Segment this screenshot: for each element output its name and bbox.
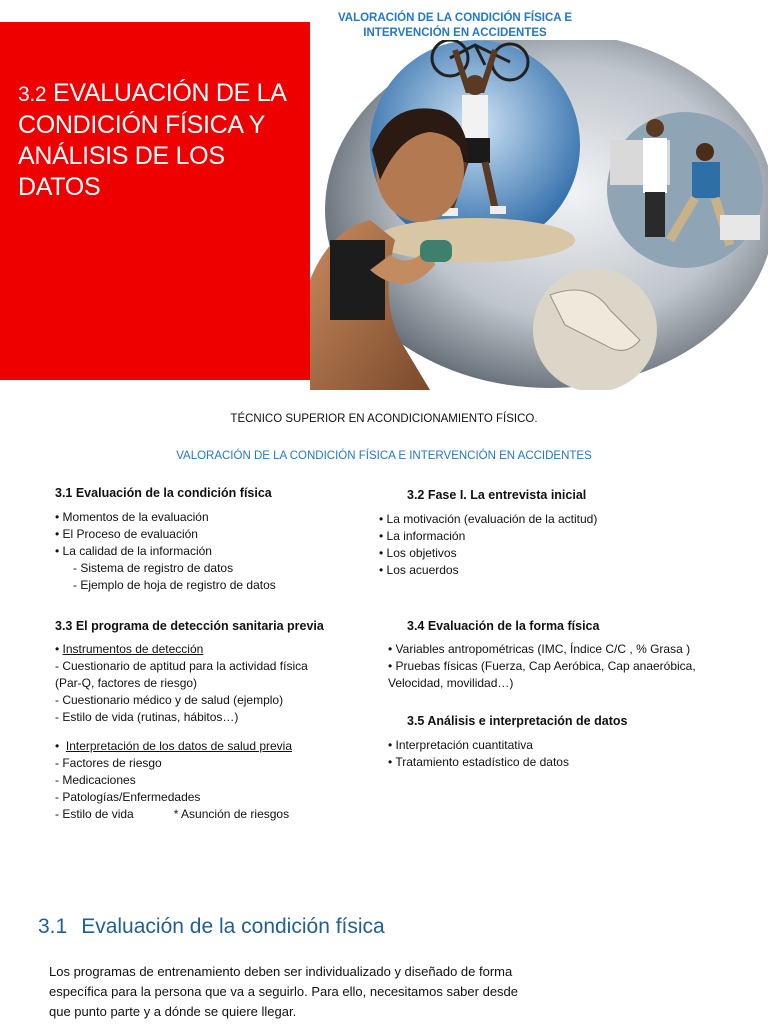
- slide-title-number: 3.2: [18, 83, 47, 106]
- spacer: [55, 726, 308, 738]
- section-3-2-list: [379, 511, 597, 579]
- list-item: - Cuestionario médico y de salud (ejemplo): [55, 693, 284, 707]
- body-paragraph: [49, 962, 589, 1022]
- lifestyle-item: - Estilo de vida: [55, 807, 134, 821]
- module-title: VALORACIÓN DE LA CONDICIÓN FÍSICA E INTERVENCIÓN EN ACCIDENTES: [176, 450, 592, 462]
- dumbbell: [420, 240, 452, 262]
- paragraph-line: Los programas de entrenamiento deben ser individualizado y diseñado de forma: [49, 964, 513, 979]
- health-data-label: Interpretación de los datos de salud previa: [65, 739, 293, 753]
- section-3-5-list: [388, 737, 569, 771]
- list-item: • Interpretación cuantitativa: [388, 738, 533, 752]
- ground: [375, 218, 575, 262]
- list-item: Velocidad, movilidad…): [388, 676, 514, 690]
- list-item: [55, 806, 308, 823]
- list-item: • Momentos de la evaluación: [55, 510, 209, 524]
- list-item: • Los acuerdos: [379, 563, 459, 577]
- section-number: 3.1: [38, 915, 68, 938]
- top-header-line2: INTERVENCIÓN EN ACCIDENTES: [363, 27, 547, 39]
- paragraph-line: que punto parte y a dónde se quiere llegar.: [49, 1004, 297, 1019]
- list-item: - Sistema de registro de datos: [73, 561, 234, 575]
- section-title: Evaluación de la condición física: [81, 915, 385, 938]
- list-item: - Medicaciones: [55, 773, 136, 787]
- top-header: [300, 11, 610, 41]
- list-item: • La calidad de la información: [55, 544, 212, 558]
- list-item: • Variables antropométricas (IMC, Índice C/C , % Grasa ): [388, 642, 691, 656]
- list-item: • Tratamiento estadístico de datos: [388, 755, 569, 769]
- list-item: • El Proceso de evaluación: [55, 527, 198, 541]
- slide-title: [18, 78, 303, 203]
- list-item: • Pruebas físicas (Fuerza, Cap Aeróbica, Cap anaeróbica,: [388, 659, 696, 673]
- list-item: - Patologías/Enfermedades: [55, 790, 201, 804]
- section-3-4-list: [388, 641, 696, 692]
- lab-photo: [607, 112, 763, 268]
- list-item: - Cuestionario de aptitud para la actividad física: [55, 659, 308, 673]
- list-item: - Factores de riesgo: [55, 756, 162, 770]
- section-3-4-heading: 3.4 Evaluación de la forma física: [407, 619, 600, 633]
- section-3-3-heading: 3.3 El programa de detección sanitaria previa: [55, 619, 324, 633]
- list-item: - Estilo de vida (rutinas, hábitos…): [55, 710, 239, 724]
- list-item: (Par-Q, factores de riesgo): [55, 676, 198, 690]
- top-header-line1: VALORACIÓN DE LA CONDICIÓN FÍSICA E: [337, 12, 573, 24]
- list-item: • La información: [379, 529, 466, 543]
- slide-title-text: EVALUACIÓN DE LA CONDICIÓN FÍSICA Y ANÁLISIS DE LOS DATOS: [18, 79, 286, 201]
- course-title: TÉCNICO SUPERIOR EN ACONDICIONAMIENTO FÍSICO.: [230, 413, 538, 425]
- section-3-1-heading: 3.1 Evaluación de la condición física: [55, 486, 272, 500]
- section-3-2-heading: 3.2 Fase I. La entrevista inicial: [407, 488, 587, 502]
- paragraph-line: específica para la persona que va a seguirlo. Para ello, necesitamos saber desde: [49, 984, 519, 999]
- detection-instruments-label: Instrumentos de detección: [62, 642, 204, 656]
- fitness-photo-collage: [310, 40, 768, 390]
- list-item: • La motivación (evaluación de la actitud): [379, 512, 598, 526]
- risk-assumption-note: * Asunción de riesgos: [173, 807, 290, 821]
- list-item: • Interpretación de los datos de salud previa: [55, 739, 293, 753]
- section-3-1-list: [55, 509, 276, 594]
- section-3-3-list: [55, 641, 308, 823]
- list-item: • Los objetivos: [379, 546, 457, 560]
- section-3-5-heading: 3.5 Análisis e interpretación de datos: [407, 714, 628, 728]
- list-item: - Ejemplo de hoja de registro de datos: [73, 578, 276, 592]
- list-item: • Instrumentos de detección: [55, 642, 204, 656]
- section-heading: [38, 915, 385, 939]
